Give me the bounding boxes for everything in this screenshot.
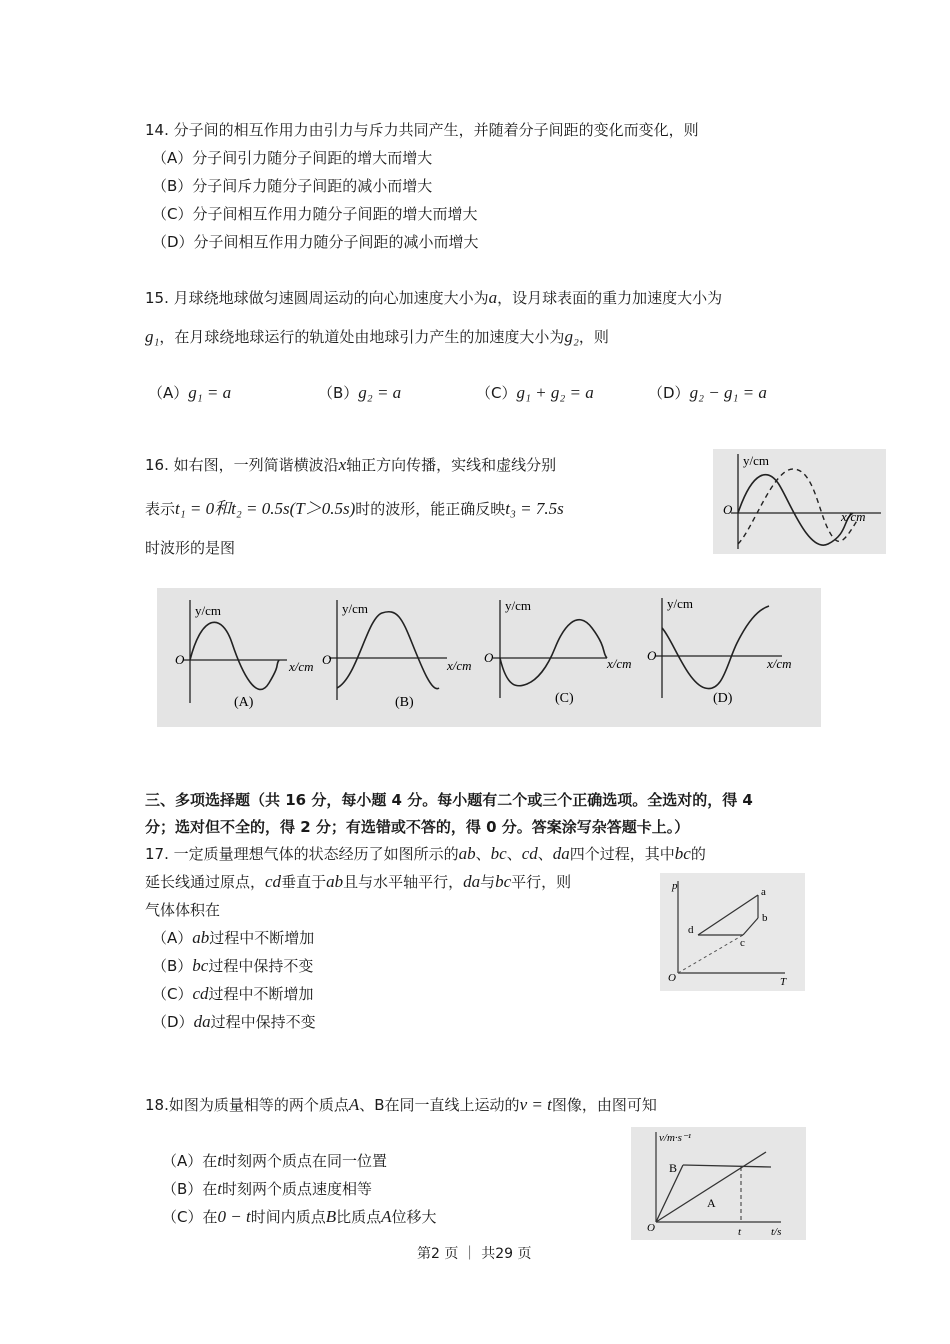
- q18-figure-svg: [631, 1127, 806, 1240]
- q15-line2-mid: ，在月球绕地球运行的轨道处由地球引力产生的加速度大小为: [159, 328, 565, 346]
- q16-line2-b: 时的波形，能正确反映: [355, 500, 506, 518]
- choice-a-y-label: y/cm: [195, 603, 221, 618]
- q16-line1: [145, 454, 556, 475]
- q18-l1-d: 图像，由图可知: [551, 1096, 657, 1114]
- q18-l1-c: 、B在同一直线上运动的: [359, 1096, 520, 1114]
- q17-figure: [660, 873, 805, 991]
- q16-line2-a: 表示: [145, 500, 176, 518]
- q18-t-tick: t: [738, 1226, 742, 1238]
- q16-expr2: t₃ = 7.5s: [505, 499, 564, 518]
- q17-sep-2: 、: [506, 845, 522, 863]
- q17-option-c: [152, 983, 314, 1004]
- q17-option-b-label: （B）: [152, 957, 193, 975]
- q17-line2: [145, 871, 571, 892]
- q17-sep-1: 、: [475, 845, 491, 863]
- q15-option-d-expr: g₂ − g₁ = a: [689, 383, 767, 402]
- q15-option-b-label: （B）: [318, 384, 359, 402]
- q18-option-b-a: （B）在: [162, 1180, 218, 1198]
- q16-choices-figure: [157, 588, 821, 727]
- q18-option-c-d: 位移大: [391, 1208, 437, 1226]
- q18-option-c-var: 0 − t: [217, 1207, 251, 1226]
- q15-option-c-label: （C）: [476, 384, 517, 402]
- q17-l1-a: 17. 一定质量理想气体的状态经历了如图所示的: [145, 845, 459, 863]
- q16-line1-a: 16. 如右图，一列简谐横波沿: [145, 456, 339, 474]
- choice-c-label: (C): [555, 691, 574, 706]
- q15-line1-tail: ，设月球表面的重力加速度大小为: [497, 289, 723, 307]
- q17-line3: 气体体积在: [145, 901, 221, 919]
- choice-d-x-label: x/cm: [767, 656, 792, 671]
- q17-option-b: [152, 955, 313, 976]
- q18-label-a: A: [707, 1196, 716, 1210]
- q17-l2-a: 延长线通过原点，: [145, 873, 266, 891]
- q18-option-b-var: t: [217, 1179, 223, 1198]
- choice-c-wave: [500, 620, 607, 686]
- q18-option-a-a: （A）在: [162, 1152, 218, 1170]
- q17-option-b-var: bc: [192, 956, 209, 975]
- section3-line1: 三、多项选择题（共 16 分，每小题 4 分。每小题有二个或三个正确选项。全选对的，得 4: [145, 791, 753, 809]
- q17-point-a: a: [761, 886, 766, 898]
- q16-ref-origin: O: [723, 502, 733, 517]
- choice-b-x-label: x/cm: [447, 658, 472, 673]
- q16-line1-b: 轴正方向传播，实线和虚线分别: [346, 456, 557, 474]
- q17-var-ab-2: ab: [326, 872, 344, 891]
- q14-option-b: （B）分子间斥力随分子间距的减小而增大: [152, 177, 433, 195]
- q15-line1: [145, 287, 722, 308]
- q18-option-a: [162, 1150, 387, 1171]
- q17-var-cd: cd: [521, 844, 538, 863]
- q17-option-d: [152, 1011, 316, 1032]
- q18-option-c: [162, 1206, 437, 1227]
- q18-line-b-flat: [683, 1165, 771, 1167]
- q18-option-c-a: （C）在: [162, 1208, 218, 1226]
- q18-option-a-b: 时刻两个质点在同一位置: [222, 1152, 388, 1170]
- q16-reference-svg: [713, 449, 886, 554]
- q17-var-ab: ab: [458, 844, 476, 863]
- q18-var-a: A: [348, 1095, 360, 1114]
- q18-t-label: t/s: [771, 1226, 782, 1238]
- q15-var-g1: g₁: [145, 327, 160, 346]
- choice-d-wave: [662, 606, 769, 689]
- choice-c-x-label: x/cm: [607, 656, 632, 671]
- q17-var-da: da: [552, 844, 570, 863]
- q17-l2-b: 垂直于: [281, 873, 327, 891]
- q15-var-a: a: [488, 288, 498, 307]
- choice-d-y-label: y/cm: [667, 596, 693, 611]
- q18-option-b: [162, 1178, 372, 1199]
- q17-option-b-text: 过程中保持不变: [208, 957, 314, 975]
- q17-figure-svg: [660, 873, 805, 991]
- q17-var-cd-2: cd: [265, 872, 282, 891]
- q15-option-a: [148, 382, 231, 403]
- choice-d-origin: O: [647, 648, 657, 663]
- q15-option-c: [476, 382, 594, 403]
- q17-option-c-var: cd: [192, 984, 209, 1003]
- q16-ref-x-label: x/cm: [841, 509, 866, 524]
- q17-option-d-var: da: [193, 1012, 211, 1031]
- q17-option-c-text: 过程中不断增加: [208, 985, 314, 1003]
- q18-option-c-var-a: A: [381, 1207, 392, 1226]
- page-footer: 第2 页 ｜ 共29 页: [417, 1246, 532, 1262]
- q18-figure: [631, 1127, 806, 1240]
- q17-var-bc: bc: [490, 844, 507, 863]
- q15-option-b-expr: g₂ = a: [358, 383, 402, 402]
- q18-option-b-b: 时刻两个质点速度相等: [222, 1180, 373, 1198]
- q16-ref-dashed-wave: [738, 469, 858, 544]
- choice-d-label: (D): [713, 691, 733, 706]
- q18-option-c-c: 比质点: [336, 1208, 382, 1226]
- q16-ref-y-label: y/cm: [743, 453, 769, 468]
- q18-var-vt: v = t: [519, 1095, 552, 1114]
- q15-option-d-label: （D）: [648, 384, 690, 402]
- q17-option-a-label: （A）: [152, 929, 193, 947]
- q17-l1-c: 的: [690, 845, 706, 863]
- q17-option-d-label: （D）: [152, 1013, 194, 1031]
- q18-l1-a: 18.: [145, 1096, 169, 1114]
- q14-option-d: （D）分子间相互作用力随分子间距的减小而增大: [152, 233, 479, 251]
- q15-option-d: [648, 382, 767, 403]
- choice-b-y-label: y/cm: [342, 601, 368, 616]
- q17-sep-3: 、: [537, 845, 553, 863]
- q15-line2: [145, 326, 609, 347]
- q14-option-a: （A）分子间引力随分子间距的增大而增大: [152, 149, 433, 167]
- q17-option-a: [152, 927, 314, 948]
- choice-b-wave: [337, 612, 439, 689]
- choice-a-wave: [190, 622, 279, 689]
- q16-reference-figure: [713, 449, 886, 554]
- q18-option-c-b: 时间内质点: [250, 1208, 326, 1226]
- q14-option-c: （C）分子间相互作用力随分子间距的增大而增大: [152, 205, 478, 223]
- q17-origin: O: [668, 972, 676, 984]
- q15-option-a-label: （A）: [148, 384, 189, 402]
- q15-option-c-expr: g₁ + g₂ = a: [516, 383, 594, 402]
- q17-var-bc-2: bc: [674, 844, 691, 863]
- q18-label-b: B: [669, 1161, 678, 1175]
- q17-option-c-label: （C）: [152, 985, 193, 1003]
- q17-line1: [145, 843, 706, 864]
- choice-a-origin: O: [175, 652, 185, 667]
- choice-a-x-label: x/cm: [289, 659, 314, 674]
- q15-line1-text: 15. 月球绕地球做匀速圆周运动的向心加速度大小为: [145, 289, 489, 307]
- q17-point-b: b: [762, 912, 768, 924]
- q17-option-d-text: 过程中保持不变: [210, 1013, 316, 1031]
- q18-origin: O: [647, 1222, 655, 1234]
- q17-option-a-text: 过程中不断增加: [209, 929, 315, 947]
- q17-point-c: c: [740, 937, 745, 949]
- q16-expr1: t₁ = 0和t₂ = 0.5s(T＞0.5s): [175, 499, 356, 518]
- q17-p-label: p: [672, 880, 678, 892]
- q18-l1-b: 如图为质量相等的两个质点: [168, 1096, 349, 1114]
- q17-var-bc-3: bc: [495, 872, 512, 891]
- choice-a-label: (A): [234, 695, 254, 710]
- q15-option-b: [318, 382, 401, 403]
- q16-var-x: x: [338, 455, 347, 474]
- q18-option-a-var: t: [217, 1151, 222, 1170]
- q16-line2: [145, 494, 564, 519]
- q18-v-label: v/m·s⁻¹: [659, 1132, 692, 1144]
- q17-point-d: d: [688, 924, 694, 936]
- q17-bc-line: [743, 918, 758, 935]
- q17-l2-e: 平行，则: [511, 873, 572, 891]
- q17-l2-d: 与: [480, 873, 496, 891]
- q17-t-label: T: [780, 976, 787, 988]
- q17-l1-b: 四个过程，其中: [569, 845, 675, 863]
- q15-var-g2: g₂: [564, 327, 579, 346]
- choice-c-origin: O: [484, 650, 494, 665]
- q18-option-c-var-b: B: [325, 1207, 337, 1226]
- choice-b-origin: O: [322, 652, 332, 667]
- choice-c-y-label: y/cm: [505, 598, 531, 613]
- q15-line2-tail: ，则: [578, 328, 609, 346]
- q16-line3: 时波形的是图: [145, 539, 236, 557]
- q17-bc-extension: [678, 935, 743, 973]
- section3-line2: 分；选对但不全的，得 2 分；有选错或不答的，得 0 分。答案涂写杂答题卡上。）: [145, 818, 690, 836]
- q14-stem: 14. 分子间的相互作用力由引力与斥力共同产生，并随着分子间距的变化而变化，则: [145, 121, 699, 139]
- q17-option-a-var: ab: [192, 928, 210, 947]
- q17-l2-c: 且与水平轴平行，: [343, 873, 464, 891]
- q16-choices-svg: [157, 588, 821, 727]
- q15-option-a-expr: g₁ = a: [188, 383, 232, 402]
- choice-b-label: (B): [395, 695, 414, 710]
- q18-line1: [145, 1094, 657, 1115]
- q16-ref-solid-wave: [738, 475, 853, 545]
- q17-var-da-2: da: [463, 872, 481, 891]
